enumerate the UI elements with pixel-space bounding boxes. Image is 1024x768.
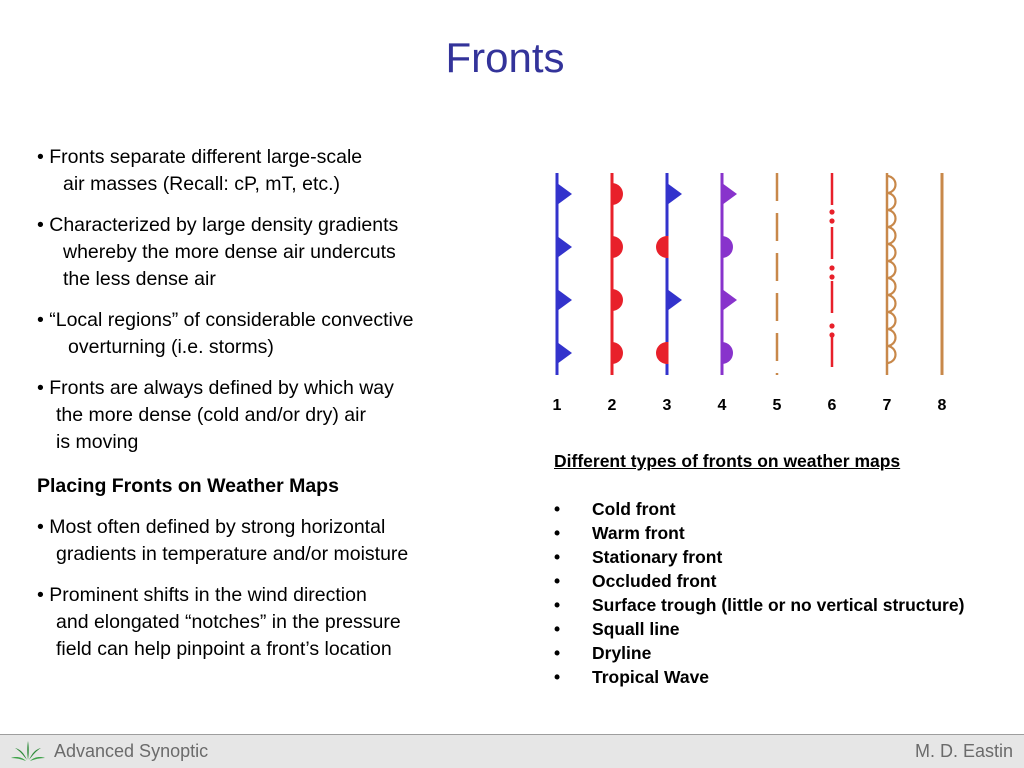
- bullet-line: • Fronts separate different large-scale: [37, 146, 363, 168]
- front-type-label: Stationary front: [592, 547, 723, 567]
- front-4-occluded: [722, 173, 737, 375]
- front-type-label: Cold front: [592, 499, 676, 519]
- list-item: [554, 593, 964, 617]
- bullet-density-gradients: [37, 212, 507, 293]
- bullet-line: and elongated “notches” in the pressure: [56, 611, 401, 633]
- list-item: [554, 497, 964, 521]
- slide-footer: [0, 734, 1024, 768]
- front-label-8: 8: [937, 397, 947, 414]
- bullet-defined-by: [37, 375, 507, 456]
- footer-author: M. D. Eastin: [914, 741, 1013, 761]
- bullet-dot: •: [554, 667, 561, 687]
- left-column: [37, 144, 507, 677]
- front-type-label: Squall line: [592, 619, 680, 639]
- bullet-line: overturning (i.e. storms): [68, 336, 274, 358]
- front-symbols-diagram: [545, 168, 955, 420]
- bullet-line: gradients in temperature and/or moisture: [56, 543, 409, 565]
- bullet-line: • Prominent shifts in the wind direction: [37, 584, 367, 606]
- bullet-line: the more dense (cold and/or dry) air: [56, 404, 366, 426]
- list-item: [554, 545, 964, 569]
- footer-course-title: Advanced Synoptic: [54, 741, 209, 761]
- bullet-dot: •: [554, 499, 561, 519]
- bullet-line: field can help pinpoint a front’s location: [56, 638, 392, 660]
- front-types-list: [554, 451, 964, 689]
- bullet-line: • “Local regions” of considerable convective: [37, 309, 414, 331]
- bullet-local-regions: [37, 307, 507, 361]
- bullet-dot: •: [554, 619, 561, 639]
- front-type-label: Occluded front: [592, 571, 717, 591]
- front-type-label: Warm front: [592, 523, 685, 543]
- list-item: [554, 641, 964, 665]
- subheading-placing-fronts: Placing Fronts on Weather Maps: [37, 475, 339, 497]
- front-type-label: Surface trough (little or no vertical structure): [592, 595, 965, 615]
- front-types-items: [554, 497, 964, 689]
- front-type-label: Tropical Wave: [592, 667, 710, 687]
- front-label-3: 3: [662, 397, 672, 414]
- front-label-6: 6: [827, 397, 837, 414]
- front-3-stationary: [656, 173, 682, 375]
- front-label-5: 5: [772, 397, 782, 414]
- bullet-line: is moving: [56, 431, 139, 453]
- bullet-line: • Characterized by large density gradients: [37, 214, 399, 236]
- list-item: [554, 617, 964, 641]
- bullet-dot: •: [554, 643, 561, 663]
- bullet-line: the less dense air: [63, 268, 216, 290]
- list-item: [554, 665, 964, 689]
- front-label-7: 7: [882, 397, 892, 414]
- bullet-wind-shifts: [37, 582, 507, 663]
- bullet-dot: •: [554, 595, 561, 615]
- front-types-heading: Different types of fronts on weather maps: [554, 451, 901, 471]
- bullet-line: air masses (Recall: cP, mT, etc.): [63, 173, 341, 195]
- list-item: [554, 569, 964, 593]
- front-label-1: 1: [552, 397, 562, 414]
- bullet-line: • Fronts are always defined by which way: [37, 377, 394, 399]
- front-1-cold: [557, 173, 572, 375]
- front-7-dryline: [887, 173, 896, 375]
- bullet-line: whereby the more dense air undercuts: [63, 241, 396, 263]
- front-label-2: 2: [607, 397, 617, 414]
- bullet-dot: •: [554, 547, 561, 567]
- front-2-warm: [612, 173, 623, 375]
- list-item: [554, 521, 964, 545]
- front-label-4: 4: [717, 397, 727, 414]
- leaf-logo-icon: [10, 739, 46, 763]
- bullet-dot: •: [554, 523, 561, 543]
- bullet-line: • Most often defined by strong horizontal: [37, 516, 386, 538]
- bullet-dot: •: [554, 571, 561, 591]
- front-6-squall-line: [829, 173, 834, 375]
- front-type-label: Dryline: [592, 643, 652, 663]
- bullet-fronts-separate: [37, 144, 507, 198]
- slide-title: Fronts: [445, 34, 565, 81]
- bullet-horizontal-gradients: [37, 514, 507, 568]
